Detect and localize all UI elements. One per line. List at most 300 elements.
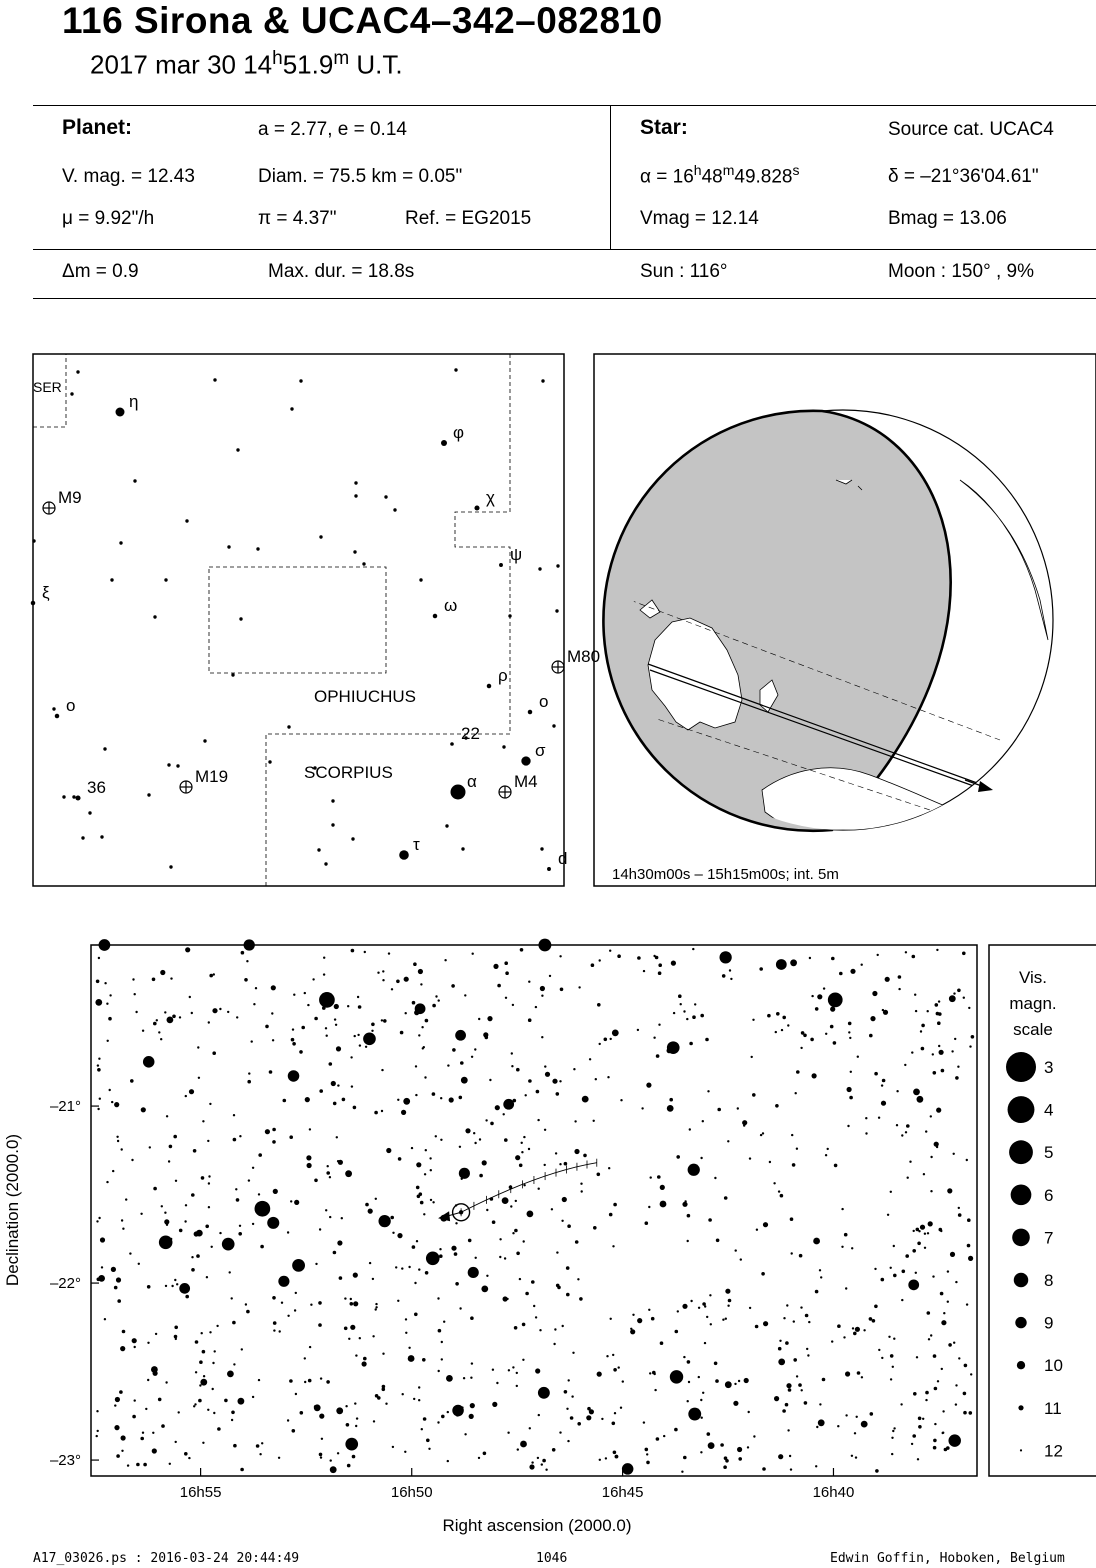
- field-star: [775, 1104, 779, 1108]
- field-star: [682, 1304, 687, 1309]
- field-star: [444, 959, 446, 961]
- field-star: [688, 1381, 690, 1383]
- field-star: [869, 1317, 873, 1321]
- field-star: [98, 957, 100, 959]
- planet-reference: Ref. = EG2015: [405, 208, 532, 229]
- field-star: [191, 1268, 195, 1272]
- field-star: [881, 1084, 883, 1086]
- field-star: [239, 1225, 241, 1227]
- field-star: [417, 1195, 421, 1199]
- field-star: [520, 1441, 527, 1448]
- field-star: [96, 1435, 98, 1437]
- field-star: [792, 1163, 796, 1167]
- field-star: [920, 1225, 925, 1230]
- field-star: [421, 1026, 423, 1028]
- field-star: [464, 994, 466, 996]
- field-star: [95, 999, 102, 1006]
- field-star: [606, 1355, 608, 1357]
- field-star: [735, 1249, 737, 1251]
- field-star: [469, 1414, 474, 1419]
- bright-star-8: [363, 1032, 376, 1045]
- field-star: [259, 1453, 261, 1455]
- field-star: [465, 1128, 470, 1133]
- field-star: [258, 1153, 262, 1157]
- field-star: [937, 1380, 939, 1382]
- field-star: [549, 975, 551, 977]
- field-star: [694, 1003, 696, 1005]
- field-star: [424, 1076, 426, 1078]
- field-star: [913, 1392, 917, 1396]
- field-star: [817, 994, 822, 999]
- field-star: [700, 1014, 704, 1018]
- field-star: [425, 1019, 429, 1023]
- field-star: [109, 1089, 111, 1091]
- field-star: [227, 1371, 234, 1378]
- field-star: [231, 1297, 233, 1299]
- field-star: [881, 1278, 885, 1282]
- field-star: [287, 1231, 289, 1233]
- legend-mag-10: 10: [1044, 1356, 1063, 1376]
- field-star: [132, 1338, 137, 1343]
- field-star: [473, 1132, 475, 1134]
- field-star: [918, 1425, 922, 1429]
- field-star: [109, 994, 111, 996]
- detail-stars: [95, 939, 974, 1475]
- star-bmag: Bmag = 13.06: [888, 208, 1007, 229]
- field-star: [955, 1403, 957, 1405]
- field-star: [898, 988, 900, 990]
- field-star: [248, 1179, 250, 1181]
- field-star: [872, 1319, 876, 1323]
- field-star: [865, 1117, 867, 1119]
- field-star: [331, 1081, 336, 1086]
- field-star: [357, 996, 359, 998]
- field-star: [855, 1456, 857, 1458]
- field-star: [246, 1310, 250, 1314]
- legend-dot-4: [1008, 1096, 1035, 1123]
- field-star: [289, 1379, 293, 1383]
- field-star: [913, 1089, 920, 1096]
- field-star: [265, 1025, 269, 1029]
- field-star: [351, 949, 355, 953]
- field-star: [714, 1177, 716, 1179]
- field-star: [114, 1102, 119, 1107]
- field-star: [839, 972, 843, 976]
- field-star: [175, 1180, 177, 1182]
- field-star: [525, 1292, 529, 1296]
- field-star: [861, 1421, 868, 1428]
- field-star: [244, 978, 248, 982]
- field-star: [612, 1245, 614, 1247]
- field-star: [492, 1402, 497, 1407]
- field-star: [529, 1464, 534, 1469]
- field-star: [787, 1024, 789, 1026]
- field-star: [319, 1453, 323, 1457]
- field-star: [179, 1229, 183, 1233]
- field-star: [881, 1357, 883, 1359]
- field-star: [101, 1266, 103, 1268]
- finder-label-16: M4: [514, 772, 538, 791]
- field-star: [901, 1134, 903, 1136]
- field-star: [545, 1072, 550, 1077]
- field-star: [528, 1018, 532, 1022]
- field-star: [208, 1175, 210, 1177]
- field-star: [909, 1161, 911, 1163]
- field-star: [544, 1129, 546, 1131]
- field-star: [212, 1388, 214, 1390]
- field-star: [837, 1425, 839, 1427]
- field-star: [304, 1381, 306, 1383]
- field-star: [138, 1263, 140, 1265]
- field-star: [673, 1012, 675, 1014]
- field-star: [958, 1213, 962, 1217]
- field-star: [702, 1392, 704, 1394]
- field-star: [334, 1004, 339, 1009]
- field-star: [902, 1270, 906, 1274]
- field-star: [352, 1455, 356, 1459]
- field-star: [566, 1408, 568, 1410]
- field-star: [861, 964, 863, 966]
- field-star: [447, 1460, 449, 1462]
- field-star: [687, 1360, 691, 1364]
- field-star: [698, 1376, 700, 1378]
- field-star: [779, 1340, 781, 1342]
- field-star: [793, 1320, 795, 1322]
- field-star: [140, 1437, 144, 1441]
- field-star: [911, 1443, 913, 1445]
- field-star: [785, 1403, 789, 1407]
- field-star: [516, 1252, 520, 1256]
- field-star: [233, 1138, 237, 1142]
- field-star: [511, 1065, 513, 1067]
- field-star: [834, 1164, 838, 1168]
- field-star: [112, 1170, 114, 1172]
- globe-caption: 14h30m00s – 15h15m00s; int. 5m: [612, 866, 839, 883]
- field-star: [392, 1232, 394, 1234]
- field-star: [247, 1080, 251, 1084]
- field-star: [153, 1187, 157, 1191]
- field-star: [850, 969, 855, 974]
- field-star: [173, 1135, 177, 1139]
- field-star: [326, 1035, 328, 1037]
- field-star: [968, 1007, 970, 1009]
- field-star: [505, 997, 507, 999]
- field-star: [339, 1276, 343, 1280]
- finder-label-5: ξ: [42, 583, 50, 602]
- field-star: [921, 1047, 925, 1051]
- constellation-ser: SER: [33, 379, 62, 395]
- field-star: [515, 1200, 517, 1202]
- field-star: [350, 1056, 352, 1058]
- finder-label-17: τ: [413, 835, 420, 854]
- field-star: [882, 1079, 886, 1083]
- field-star: [430, 1199, 432, 1201]
- field-star: [744, 1378, 749, 1383]
- field-star: [653, 1037, 655, 1039]
- field-star: [272, 1296, 276, 1300]
- field-star: [958, 1207, 960, 1209]
- field-star: [916, 1356, 918, 1358]
- finder-label-11: 22: [461, 724, 480, 743]
- field-star: [752, 1093, 756, 1097]
- field-star: [971, 1035, 975, 1039]
- field-star: [553, 1343, 555, 1345]
- field-star: [915, 1272, 917, 1274]
- field-star: [207, 1409, 209, 1411]
- field-star: [887, 1214, 889, 1216]
- field-star: [114, 1425, 119, 1430]
- field-star: [165, 1220, 167, 1222]
- field-star: [786, 1383, 791, 1388]
- field-star: [121, 1450, 123, 1452]
- field-star: [953, 1342, 955, 1344]
- field-star: [411, 1147, 413, 1149]
- field-star: [612, 1354, 614, 1356]
- field-star: [805, 1314, 809, 1318]
- field-star: [440, 1097, 442, 1099]
- field-star: [165, 1285, 167, 1287]
- field-star: [790, 959, 797, 966]
- field-star: [459, 1096, 463, 1100]
- finder-label-0: η: [129, 392, 139, 411]
- bright-star-24: [468, 1267, 479, 1278]
- field-star: [656, 1054, 660, 1058]
- field-star: [375, 1308, 377, 1310]
- field-star: [493, 964, 498, 969]
- field-star: [423, 1417, 427, 1421]
- field-star: [170, 977, 172, 979]
- field-star: [759, 967, 763, 971]
- bright-star-25: [670, 1370, 683, 1383]
- field-star: [121, 1435, 126, 1440]
- legend-mag-11: 11: [1044, 1398, 1062, 1418]
- field-star: [326, 1380, 330, 1384]
- field-star: [185, 947, 190, 952]
- field-star: [440, 1139, 442, 1141]
- field-star: [474, 1142, 476, 1144]
- field-star: [562, 1197, 567, 1202]
- field-star: [269, 1070, 273, 1074]
- field-star: [963, 1392, 967, 1396]
- field-star: [97, 1064, 99, 1066]
- field-star: [947, 1270, 949, 1272]
- field-star: [762, 1132, 764, 1134]
- field-star: [511, 1052, 513, 1054]
- field-star: [451, 984, 455, 988]
- finder-label-13: M19: [195, 767, 229, 786]
- field-star: [538, 1414, 540, 1416]
- field-star: [807, 1354, 809, 1356]
- field-star: [397, 1300, 399, 1302]
- field-star: [449, 1097, 454, 1102]
- field-star: [382, 1388, 386, 1392]
- field-star: [796, 1148, 798, 1150]
- field-star: [413, 1398, 415, 1400]
- field-star: [966, 1303, 968, 1305]
- field-star: [512, 1004, 514, 1006]
- field-star: [336, 1407, 343, 1414]
- field-star: [178, 1411, 180, 1413]
- field-star: [614, 1412, 616, 1414]
- planet-orbit: a = 2.77, e = 0.14: [258, 119, 407, 140]
- field-star: [292, 1429, 296, 1433]
- field-star: [273, 1321, 277, 1325]
- field-star: [479, 1174, 483, 1178]
- field-star: [566, 1293, 570, 1297]
- field-star: [571, 1395, 573, 1397]
- field-star: [966, 1159, 968, 1161]
- field-star: [236, 1016, 238, 1018]
- field-star: [752, 1019, 754, 1021]
- finder-label-2: M9: [58, 488, 82, 507]
- field-star: [936, 1012, 940, 1016]
- field-star: [425, 1149, 427, 1151]
- field-star: [567, 1440, 569, 1442]
- field-star: [516, 1385, 518, 1387]
- field-star: [315, 1263, 317, 1265]
- field-star: [920, 1030, 922, 1032]
- field-star: [514, 1229, 518, 1233]
- field-star: [106, 1181, 108, 1183]
- field-star: [847, 1125, 849, 1127]
- field-star: [350, 1325, 355, 1330]
- field-star: [729, 969, 731, 971]
- field-star: [308, 1379, 312, 1383]
- field-star: [292, 1028, 294, 1030]
- field-star: [209, 1103, 211, 1105]
- field-star: [320, 1456, 322, 1458]
- field-star: [382, 1353, 384, 1355]
- field-star: [306, 1155, 311, 1160]
- field-star: [325, 1027, 327, 1029]
- field-star: [556, 1251, 558, 1253]
- field-star: [312, 978, 314, 980]
- field-star: [649, 1372, 651, 1374]
- field-star: [599, 1459, 601, 1461]
- field-star: [645, 1448, 649, 1452]
- field-star: [418, 1399, 420, 1401]
- field-star: [388, 952, 390, 954]
- field-star: [104, 1318, 106, 1320]
- field-star: [485, 1036, 489, 1040]
- field-star: [470, 1316, 474, 1320]
- field-star: [552, 1079, 557, 1084]
- field-star: [796, 1375, 798, 1377]
- field-star: [849, 1037, 851, 1039]
- field-star: [516, 1372, 518, 1374]
- field-star: [344, 1327, 348, 1331]
- field-star: [815, 1007, 819, 1011]
- field-star: [295, 1292, 297, 1294]
- finder-label-6: ω: [444, 596, 458, 615]
- bright-star-21: [426, 1251, 440, 1265]
- field-star: [706, 1316, 708, 1318]
- field-star: [579, 1297, 583, 1301]
- field-star: [345, 1170, 352, 1177]
- field-star: [512, 1232, 514, 1234]
- field-star: [522, 1323, 526, 1327]
- field-star: [637, 956, 641, 960]
- field-star: [790, 1468, 792, 1470]
- planet-heading: Planet:: [62, 116, 133, 139]
- field-star: [392, 1446, 394, 1448]
- field-star: [429, 1157, 431, 1159]
- field-star: [232, 1321, 236, 1325]
- field-star: [708, 1442, 715, 1449]
- field-star: [425, 1271, 429, 1275]
- field-star: [610, 1318, 612, 1320]
- field-star: [942, 1410, 944, 1412]
- field-star: [336, 1046, 341, 1051]
- star-dec: δ = –21°36'04.61": [888, 166, 1039, 187]
- field-star: [96, 1220, 98, 1222]
- field-star: [740, 1258, 742, 1260]
- field-star: [471, 1362, 473, 1364]
- field-star: [545, 1469, 547, 1471]
- field-star: [725, 1289, 730, 1294]
- field-star: [330, 1459, 332, 1461]
- field-star: [622, 1380, 624, 1382]
- field-star: [97, 1278, 101, 1282]
- field-star: [345, 1405, 347, 1407]
- field-star: [643, 970, 645, 972]
- field-star: [566, 1266, 570, 1270]
- field-star: [208, 1021, 210, 1023]
- field-star: [827, 1148, 829, 1150]
- bright-star-11: [143, 1056, 155, 1068]
- field-star: [314, 1017, 318, 1021]
- field-star: [912, 955, 916, 959]
- field-star: [375, 1303, 377, 1305]
- field-star: [368, 1209, 373, 1214]
- field-star: [229, 1271, 231, 1273]
- field-star: [538, 1188, 540, 1190]
- field-star: [692, 948, 694, 950]
- field-star: [253, 1003, 255, 1005]
- field-star: [396, 980, 400, 984]
- field-star: [833, 1041, 837, 1045]
- field-star: [803, 1034, 807, 1038]
- field-star: [809, 957, 811, 959]
- field-star: [891, 1437, 893, 1439]
- field-star: [472, 953, 474, 955]
- field-star: [609, 1213, 613, 1217]
- field-star: [747, 1446, 749, 1448]
- field-star: [164, 1212, 166, 1214]
- field-star: [905, 951, 907, 953]
- field-star: [953, 992, 955, 994]
- field-star: [918, 1230, 920, 1232]
- field-star: [674, 1428, 678, 1432]
- field-star: [575, 1240, 579, 1244]
- field-star: [175, 1338, 177, 1340]
- field-star: [933, 1354, 937, 1358]
- field-star: [241, 1348, 243, 1350]
- field-star: [556, 1284, 560, 1288]
- field-star: [256, 1444, 260, 1448]
- field-star: [283, 1099, 287, 1103]
- field-star: [142, 1432, 144, 1434]
- field-star: [812, 1073, 817, 1078]
- field-star: [684, 1200, 686, 1202]
- field-star: [515, 1155, 520, 1160]
- field-star: [878, 1117, 880, 1119]
- field-star: [891, 1453, 893, 1455]
- field-star: [413, 962, 417, 966]
- field-star: [822, 1378, 826, 1382]
- field-star: [906, 1124, 910, 1128]
- field-star: [788, 1388, 792, 1392]
